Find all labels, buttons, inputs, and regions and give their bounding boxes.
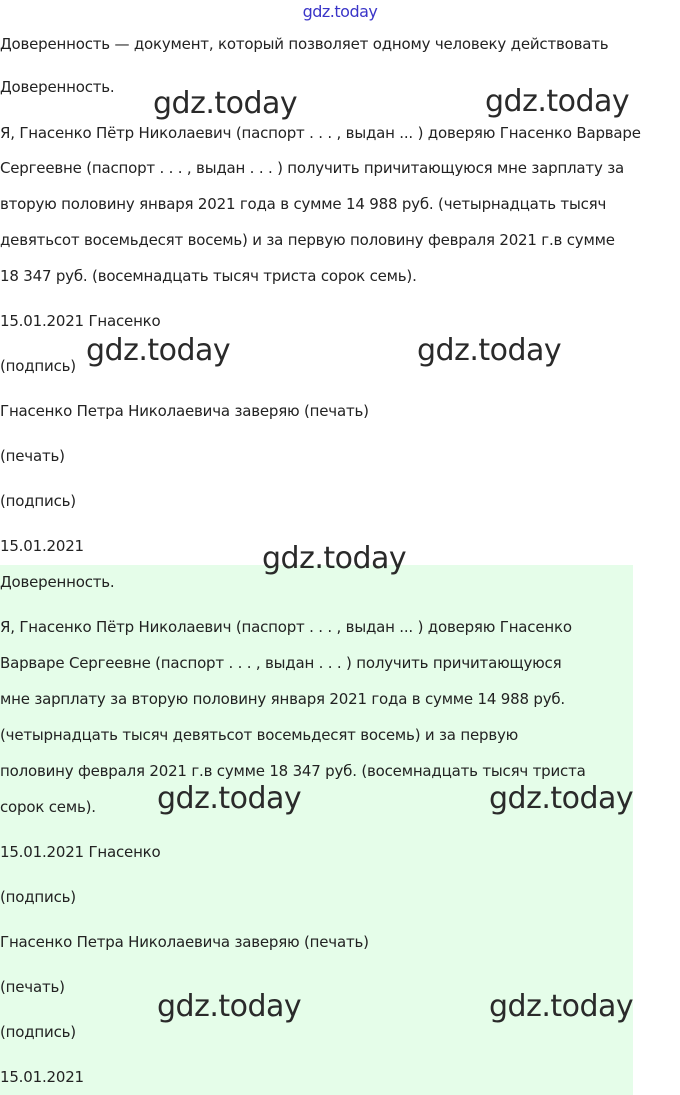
- body-line: вторую половину января 2021 года в сумме 14 988 руб. (четырнадцать тысяч: [0, 195, 607, 213]
- date-line: 15.01.2021: [0, 537, 84, 555]
- answer-line: Варваре Сергеевне (паспорт . . . , выдан . . . ) получить причитающуюся: [0, 654, 562, 672]
- watermark: gdz.today: [157, 989, 302, 1024]
- document-title: Доверенность.: [0, 78, 115, 96]
- answer-line: Я, Гнасенко Пётр Николаевич (паспорт . . . , выдан ... ) доверяю Гнасенко: [0, 618, 572, 636]
- watermark: gdz.today: [485, 84, 630, 119]
- answer-line: (четырнадцать тысяч девятьсот восемьдесят восемь) и за первую: [0, 726, 519, 744]
- watermark: gdz.today: [489, 781, 634, 816]
- signature-line: (подпись): [0, 492, 76, 510]
- certify-line: Гнасенко Петра Николаевича заверяю (печать): [0, 402, 369, 420]
- watermark: gdz.today: [157, 781, 302, 816]
- answer-signature: (подпись): [0, 1023, 76, 1041]
- answer-line: сорок семь).: [0, 798, 96, 816]
- watermark: gdz.today: [262, 541, 407, 576]
- body-line: девятьсот восемьдесят восемь) и за первую половину февраля 2021 г.в сумме: [0, 231, 615, 249]
- seal-line: (печать): [0, 447, 65, 465]
- answer-date: 15.01.2021: [0, 1068, 84, 1086]
- intro-text: Доверенность — документ, который позволяет одному человеку действовать: [0, 35, 609, 53]
- answer-signature: (подпись): [0, 888, 76, 906]
- watermark: gdz.today: [86, 333, 231, 368]
- answer-line: мне зарплату за вторую половину января 2021 года в сумме 14 988 руб.: [0, 690, 565, 708]
- answer-date-name: 15.01.2021 Гнасенко: [0, 843, 161, 861]
- answer-seal: (печать): [0, 978, 65, 996]
- watermark: gdz.today: [153, 86, 298, 121]
- answer-title: Доверенность.: [0, 573, 115, 591]
- watermark: gdz.today: [417, 333, 562, 368]
- answer-line: половину февраля 2021 г.в сумме 18 347 руб. (восемнадцать тысяч триста: [0, 762, 586, 780]
- signature-line: (подпись): [0, 357, 76, 375]
- body-line: Сергеевне (паспорт . . . , выдан . . . ) получить причитающуюся мне зарплату за: [0, 159, 624, 177]
- answer-certify: Гнасенко Петра Николаевича заверяю (печать): [0, 933, 369, 951]
- body-line: 18 347 руб. (восемнадцать тысяч триста сорок семь).: [0, 267, 417, 285]
- body-line: Я, Гнасенко Пётр Николаевич (паспорт . . . , выдан ... ) доверяю Гнасенко Варваре: [0, 124, 641, 142]
- site-tag: gdz.today: [302, 2, 378, 21]
- watermark: gdz.today: [489, 989, 634, 1024]
- date-name-line: 15.01.2021 Гнасенко: [0, 312, 161, 330]
